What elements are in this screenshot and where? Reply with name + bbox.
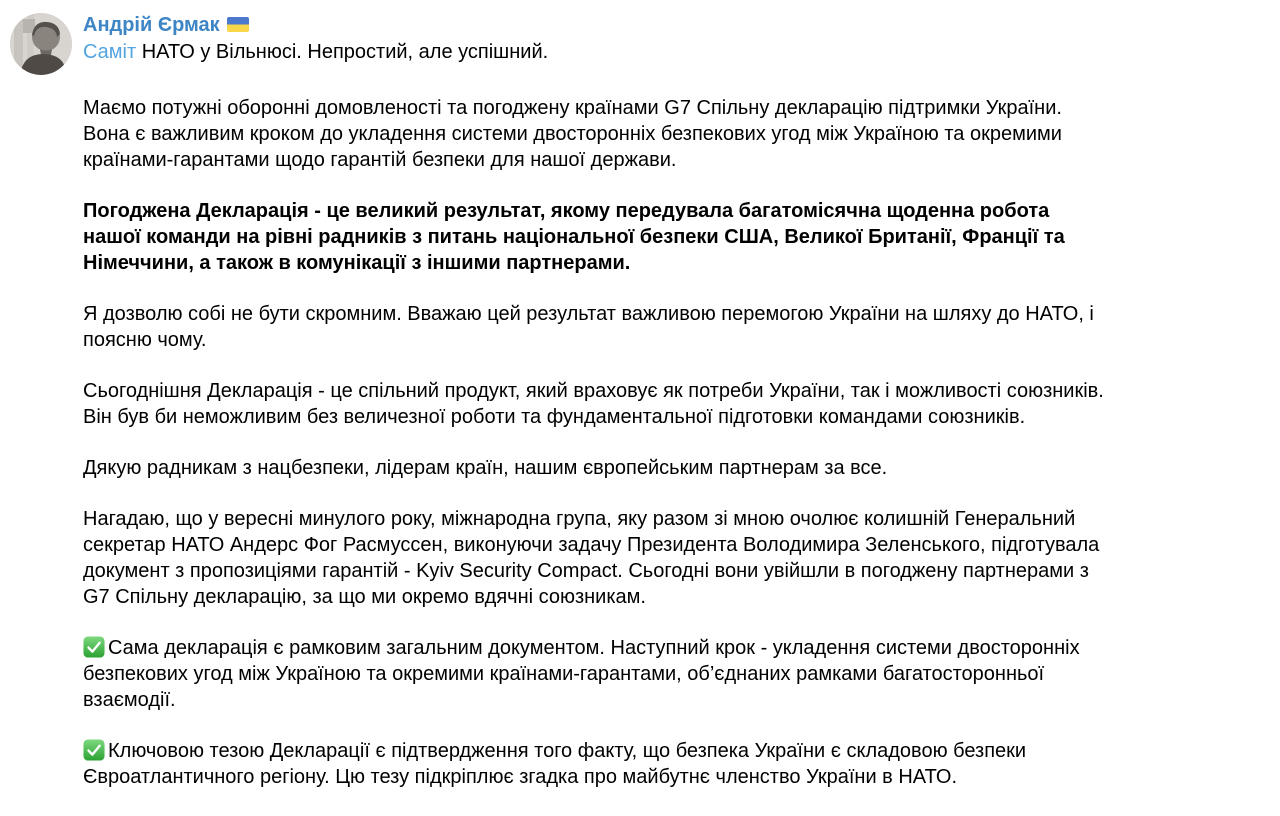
- paragraph-text: Сама декларація є рамковим загальним документом. Наступний крок - укладення системи двосторонніх безпекових угод між Україною та окремими країнами-гарантами, об’єднаних рамками багатосторонньої взаємодії.: [83, 637, 1080, 711]
- post-content: [83, 12, 1109, 815]
- post-body: [83, 95, 1109, 790]
- post-paragraph: [83, 455, 1109, 481]
- avatar[interactable]: [10, 13, 72, 75]
- paragraph-text: Ключовою тезою Декларації є підтвердження того факту, що безпека України є складовою безпеки Євроатлантичного регіону. Цю тезу підкріплює згадка про майбутнє членство України в НАТО.: [83, 740, 1027, 788]
- paragraph-text: Сьогоднішня Декларація - це спільний продукт, який враховує як потреби України, так і можливості союзників. Він був би неможливим без величезної роботи та фундаментальної підготовки командами союзників.: [83, 380, 1104, 428]
- author-name[interactable]: Андрій Єрмак: [83, 14, 220, 36]
- check-mark-emoji: [83, 739, 105, 761]
- post-paragraph: [83, 95, 1109, 173]
- paragraph-text: Я дозволю собі не бути скромним. Вважаю цей результат важливою перемогою України на шляху до НАТО, і поясню чому.: [83, 303, 1094, 351]
- post-paragraph: [83, 635, 1109, 713]
- paragraph-text: Нагадаю, що у вересні минулого року, міжнародна група, яку разом зі мною очолює колишній Генеральний секретар НАТО Андерс Фог Расмуссен, виконуючи задачу Президента Володимира Зеленського, підготувала документ з пропозиціями гарантій - Kyiv Security Compact. Сьогодні вони увійшли в погоджену партнерами з G7 Спільну декларацію, за що ми окремо вдячні союзникам.: [83, 508, 1100, 608]
- check-mark-emoji: [83, 636, 105, 658]
- title-line: [83, 39, 1109, 66]
- post-paragraph: [83, 738, 1109, 790]
- author-line: [83, 12, 1109, 39]
- paragraph-text: Маємо потужні оборонні домовленості та погоджену країнами G7 Спільну декларацію підтримки України. Вона є важливим кроком до укладення системи двосторонніх безпекових угод між Україною та окремими країнами-гарантами щодо гарантій безпеки для нашої держави.: [83, 97, 1062, 171]
- ukraine-flag-icon: [227, 17, 249, 32]
- post-paragraph: [83, 506, 1109, 610]
- paragraph-text: Погоджена Декларація - це великий результат, якому передувала багатомісячна щоденна робота нашої команди на рівні радників з питань національної безпеки США, Великої Британії, Франції та Німеччини, а також в комунікації з іншими партнерами.: [83, 200, 1065, 274]
- paragraph-text: Дякую радникам з нацбезпеки, лідерам країн, нашим європейським партнерам за все.: [83, 457, 888, 479]
- avatar-photo: [10, 62, 72, 75]
- post-paragraph: [83, 378, 1109, 430]
- post-paragraph: [83, 198, 1109, 276]
- summit-link[interactable]: Саміт: [83, 41, 137, 63]
- title-text: НАТО у Вільнюсі. Непростий, але успішний.: [136, 41, 549, 63]
- post-paragraph: [83, 301, 1109, 353]
